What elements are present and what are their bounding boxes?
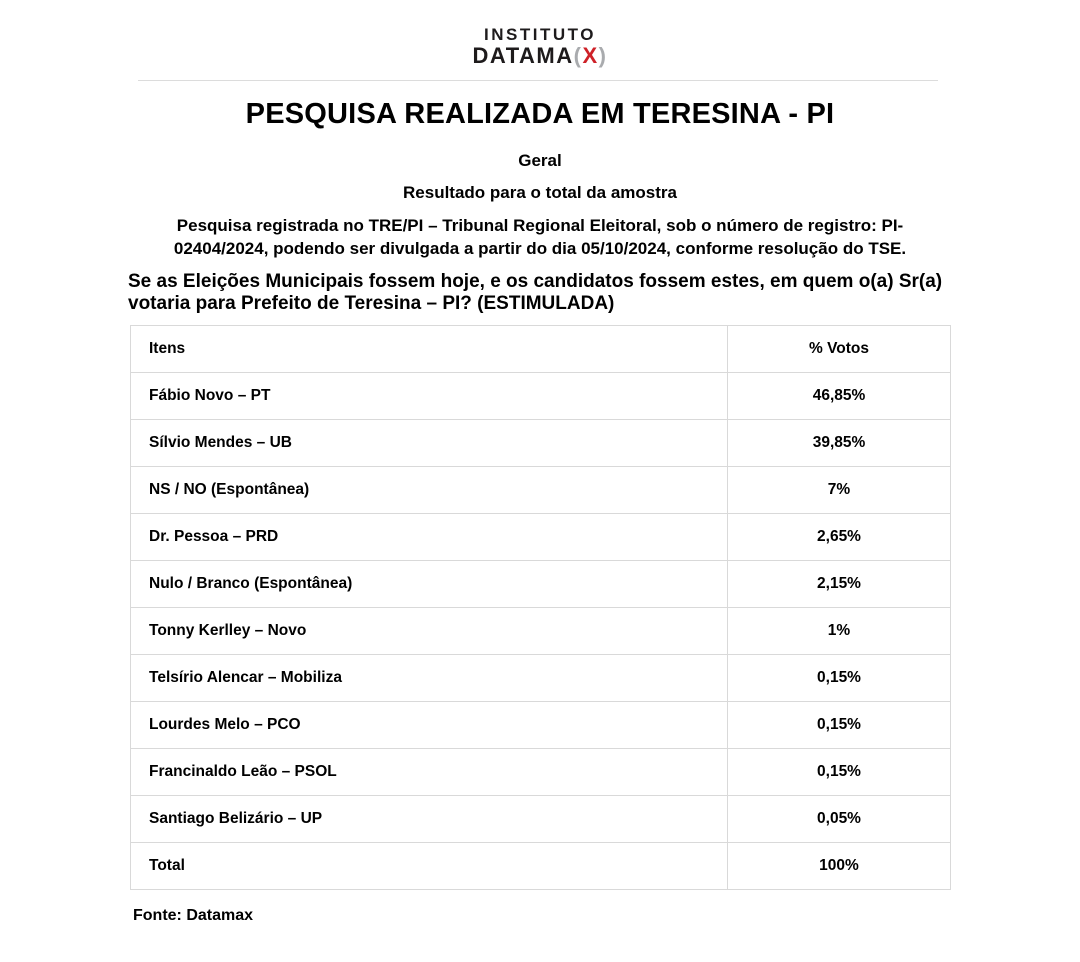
votes-cell: 39,85% xyxy=(728,420,951,467)
source-note: Fonte: Datamax xyxy=(133,907,254,925)
subtitle-resultado: Resultado para o total da amostra xyxy=(403,183,677,203)
table-row xyxy=(131,702,951,749)
item-cell: Tonny Kerlley – Novo xyxy=(131,608,728,655)
votes-cell: 100% xyxy=(728,843,951,890)
results-table-body xyxy=(131,373,951,890)
item-cell: NS / NO (Espontânea) xyxy=(131,467,728,514)
registration-notice: Pesquisa registrada no TRE/PI – Tribunal Regional Eleitoral, sob o número de registro: PI-02404/2024, podendo ser divulgada a partir do dia 05/10/2024, conforme resolução do TSE. xyxy=(173,216,907,259)
logo-paren-open: ( xyxy=(573,43,583,69)
column-header-votos: % Votos xyxy=(728,326,951,373)
table-header-row xyxy=(131,326,951,373)
table-row xyxy=(131,843,951,890)
votes-cell: 2,15% xyxy=(728,561,951,608)
logo-x-letter: X xyxy=(582,43,599,69)
item-cell: Fábio Novo – PT xyxy=(131,373,728,420)
header-divider xyxy=(138,80,938,81)
votes-cell: 2,65% xyxy=(728,514,951,561)
table-row xyxy=(131,561,951,608)
poll-question: Se as Eleições Municipais fossem hoje, e os candidatos fossem estes, em quem o(a) Sr(a) votaria para Prefeito de Teresina – PI? (ESTIMULADA) xyxy=(128,271,943,315)
logo-paren-close: ) xyxy=(598,43,608,69)
votes-cell: 0,15% xyxy=(728,749,951,796)
content-wrapper xyxy=(130,80,950,925)
datamax-logo xyxy=(0,0,1080,68)
table-row xyxy=(131,514,951,561)
votes-cell: 0,15% xyxy=(728,702,951,749)
table-row xyxy=(131,373,951,420)
item-cell: Santiago Belizário – UP xyxy=(131,796,728,843)
table-row xyxy=(131,467,951,514)
table-row xyxy=(131,796,951,843)
table-row xyxy=(131,420,951,467)
votes-cell: 1% xyxy=(728,608,951,655)
logo-line2 xyxy=(0,44,1080,68)
item-cell: Lourdes Melo – PCO xyxy=(131,702,728,749)
votes-cell: 0,05% xyxy=(728,796,951,843)
votes-cell: 0,15% xyxy=(728,655,951,702)
item-cell: Francinaldo Leão – PSOL xyxy=(131,749,728,796)
item-cell: Total xyxy=(131,843,728,890)
item-cell: Sílvio Mendes – UB xyxy=(131,420,728,467)
column-header-itens: Itens xyxy=(131,326,728,373)
logo-line1: INSTITUTO xyxy=(484,25,596,44)
results-table xyxy=(130,325,951,890)
votes-cell: 7% xyxy=(728,467,951,514)
votes-cell: 46,85% xyxy=(728,373,951,420)
page-title: PESQUISA REALIZADA EM TERESINA - PI xyxy=(245,98,835,131)
item-cell: Telsírio Alencar – Mobiliza xyxy=(131,655,728,702)
table-row xyxy=(131,608,951,655)
table-row xyxy=(131,749,951,796)
item-cell: Dr. Pessoa – PRD xyxy=(131,514,728,561)
item-cell: Nulo / Branco (Espontânea) xyxy=(131,561,728,608)
logo-wordmark: DATAMA xyxy=(472,43,574,69)
table-row xyxy=(131,655,951,702)
subtitle-geral: Geral xyxy=(518,151,562,171)
